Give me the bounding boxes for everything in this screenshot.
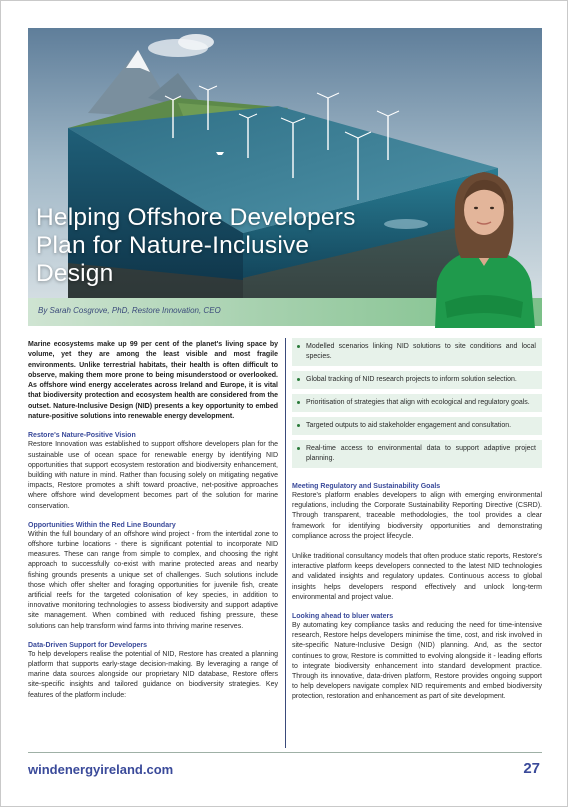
bullet-icon [297, 447, 300, 450]
list-item: Real-time access to environmental data to support adaptive project planning. [292, 440, 542, 468]
column-divider [285, 338, 286, 748]
section-heading: Restore's Nature-Positive Vision [28, 432, 136, 440]
left-column [28, 340, 278, 701]
author-portrait [425, 162, 543, 328]
list-item: Prioritisation of strategies that align with ecological and regulatory goals. [292, 394, 542, 412]
section-heading: Looking ahead to bluer waters [292, 613, 394, 621]
intro-paragraph: Marine ecosystems make up 99 per cent of the planet's living space by volume, yet they are among the least visible and most fragile environments. Unlike terrestrial habitats, their health is often difficult to observe, making them more prone to being misunderstood or overlooked. As offshore wind energy accelerates across Ireland and Europe, it is vital that biodiversity protection and ecosystem health are considered from the outset. Nature-Inclusive Design (NID) presents a key opportunity to embed nature-positive solutions into renewable energy development. [28, 341, 278, 421]
section-heading: Meeting Regulatory and Sustainability Goals [292, 483, 441, 490]
page-number: 27 [523, 760, 540, 777]
section-vision [28, 431, 278, 511]
bullet-icon [297, 345, 300, 348]
footer-rule [28, 752, 542, 753]
section-body: Restore's platform enables developers to align with emerging environmental regulations, including the Corporate Sustainability Reporting Directive (CSRD). Through transparent, traceable methodologies, the tool provides a clear framework for identifying biodiversity opportunities and demonstrating compliance across the project lifecycle. [292, 492, 542, 540]
article-title: Helping Offshore Developers Plan for Nature-Inclusive Design [36, 204, 356, 287]
section-opportunities [28, 521, 278, 632]
section-body: Unlike traditional consultancy models that often produce static reports, Restore's interactive platform keeps developers connected to the latest NID technologies and validated insights and regulatory updates. Continuous access to global insights helps developers respond effectively and unlock long-term environmental and project value. [292, 553, 542, 601]
section-regulatory [292, 482, 542, 603]
section-outlook [292, 612, 542, 703]
list-item: Targeted outputs to aid stakeholder engagement and consultation. [292, 417, 542, 435]
section-data-driven [28, 641, 278, 701]
right-column [292, 338, 542, 703]
bullet-icon [297, 378, 300, 381]
bullet-icon [297, 401, 300, 404]
section-body: To help developers realise the potential of NID, Restore has created a planning platform that supports early-stage decision-making. By leveraging a range of marine data sources alongside our proprietary NID database, Restore offers site-specific insights and tailored guidance on biodiversity strategies. Key features of the platform include: [28, 650, 278, 699]
section-body: By automating key compliance tasks and reducing the need for time-intensive research, Restore helps developers minimise the time, cost, and risk involved in site-specific Nature-Inclusive Design (NID) planning. And, as the sector continues to grow, Restore is committed to evolving alongside it - leading efforts to integrate biodiversity enhancement into standard development practice. Through its innovative, data-driven platform, Restore provides ongoing support to help developers navigate complex NID requirements and embed biodiversity protection, restoration and enhancement as part of site development. [292, 622, 542, 701]
list-item: Global tracking of NID research projects to inform solution selection. [292, 371, 542, 389]
list-item: Modelled scenarios linking NID solutions to site conditions and local species. [292, 338, 542, 366]
section-heading: Data-Driven Support for Developers [28, 641, 148, 649]
article-byline: By Sarah Cosgrove, PhD, Restore Innovation, CEO [38, 306, 221, 315]
section-body: Within the full boundary of an offshore wind project - from the intertidal zone to offshore turbine locations - there is significant potential to incorporate NID measures. These can range from simple to complex, and choosing the right approach to successfully co-exist with marine protected areas and nearby fishing grounds presents a unique set of challenges. Such solutions include those which offer shelter and foraging opportunities for juvenile fish, create artificial reefs for the targeted colonisation of key species, in addition to innovative monitoring technologies to assess biodiversity and support adaptive site management. When combined with reduced fishing pressure, these solutions can help transform wind farms into thriving marine reserves. [28, 530, 278, 630]
footer-website-link[interactable]: windenergyireland.com [28, 762, 174, 777]
section-heading: Opportunities Within the Red Line Boundary [28, 521, 176, 529]
bullet-icon [297, 424, 300, 427]
feature-list [292, 338, 542, 468]
section-body: Restore Innovation was established to support offshore developers plan for the sustainable use of ocean space for renewable energy by identifying NID opportunities that support ecosystem restoration and biodiversity enhancement, building with nature in mind. Rather than focusing solely on mitigating negative impacts, Restore promotes a shift toward proactive, net-positive approaches where offshore wind development becomes part of the solution for marine conservation. [28, 441, 278, 510]
